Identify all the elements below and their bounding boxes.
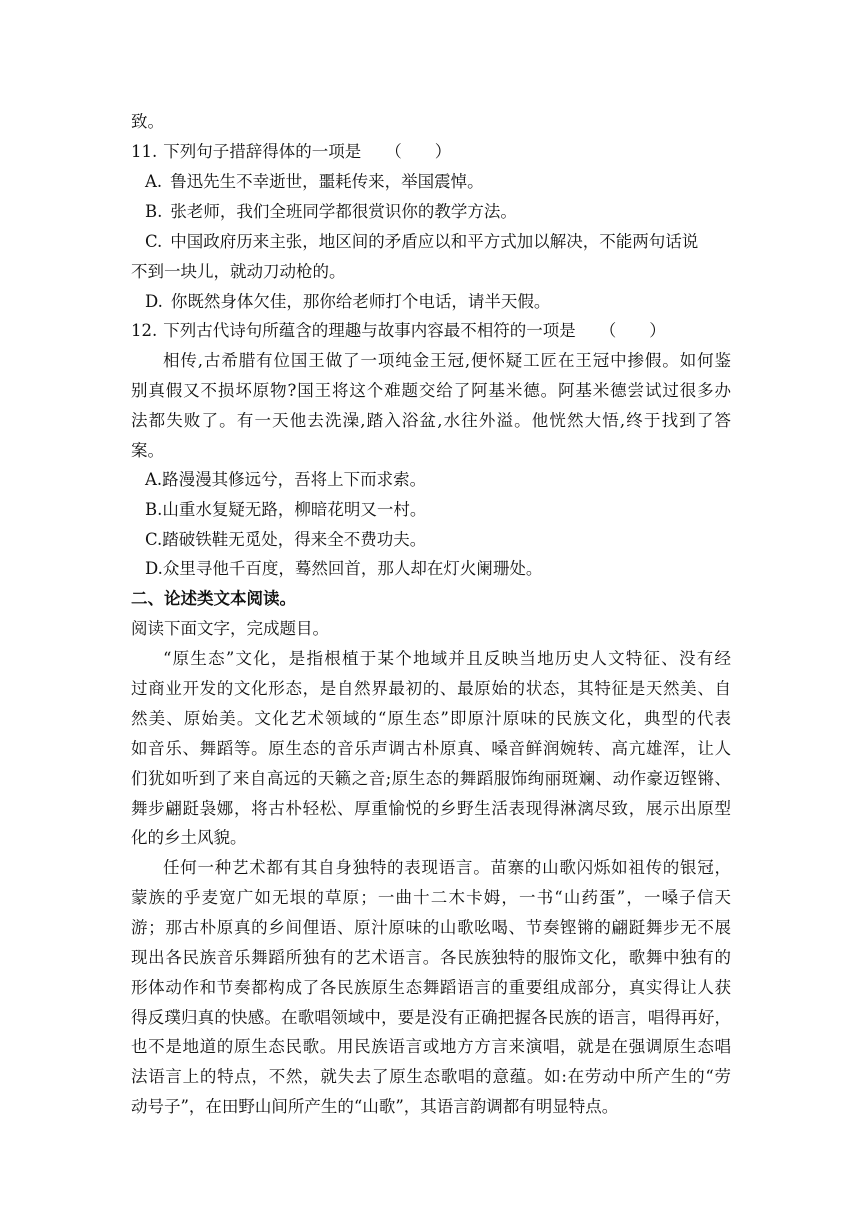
story-line: 别真假又不损坏原物?国王将这个难题交给了阿基米德。阿基米德尝试过很多办 [131,381,731,400]
paragraph-line: “原生态”文化，是指根植于某个地域并且反映当地历史人文特征、没有经 [163,649,731,668]
option-label: D. [145,559,163,578]
option-text: 众里寻他千百度，蓦然回首，那人却在灯火阑珊处。 [162,559,543,578]
option-label: B. [145,500,163,519]
paragraph-line: 游；那古朴原真的乡间俚语、原汁原味的山歌吆喝、节奏铿锵的翩跹舞步无不展 [131,918,731,937]
option-text: 山重水复疑无路，柳暗花明又一村。 [162,500,427,519]
paragraph-line: 任何一种艺术都有其自身独特的表现语言。苗寨的山歌闪烁如祖传的银冠， [163,858,731,877]
option-label: C. [145,232,163,251]
option-label: A. [145,470,163,489]
option-text: 你既然身体欠佳，那你给老师打个电话，请半天假。 [170,292,551,311]
story-line: 相传,古希腊有位国王做了一项纯金王冠,便怀疑工匠在王冠中掺假。如何鉴 [163,351,731,370]
question-11-stem [131,141,731,163]
paragraph-line: 化的乡土风貌。 [131,828,247,847]
section-heading: 二、论述类文本阅读。 [131,589,296,608]
section-instruction: 阅读下面文字，完成题目。 [131,619,329,638]
q11-option-b [145,201,745,223]
paragraph-line: 们犹如听到了来自高远的天籁之音;原生态的舞蹈服饰绚丽斑斓、动作豪迈铿锵、 [131,769,731,788]
paragraph-line: 过商业开发的文化形态，是自然界最初的、最原始的状态，其特征是天然美、自 [131,679,731,698]
question-12-stem [131,320,731,342]
paragraph-line: 如音乐、舞蹈等。原生态的音乐声调古朴原真、嗓音鲜润婉转、高亢雄浑，让人 [131,739,731,758]
q11-option-c [145,231,745,253]
paragraph-line: 然美、原始美。文化艺术领域的“原生态”即原汁原味的民族文化，典型的代表 [131,709,731,728]
option-label: D. [145,292,163,311]
option-text: 路漫漫其修远兮，吾将上下而求索。 [162,470,427,489]
option-label: A. [145,172,163,191]
paragraph-line: 形体动作和节奏都构成了各民族原生态舞蹈语言的重要组成部分，真实得让人获 [131,978,731,997]
option-text: 踏破铁鞋无觅处，得来全不费功夫。 [162,530,427,549]
paragraph-line: 也不是地道的原生态民歌。用民族语言或地方方言来演唱，就是在强调原生态唱 [131,1037,731,1056]
option-text: 中国政府历来主张，地区间的矛盾应以和平方式加以解决，不能两句话说 [170,232,699,251]
paragraph-line: 得反璞归真的快感。在歌唱领域中，要是没有正确把握各民族的语言，唱得再好， [131,1008,731,1027]
story-line: 案。 [131,441,164,460]
option-text: 鲁迅先生不幸逝世，噩耗传来，举国震悼。 [170,172,484,191]
intro-tail-text: 致。 [131,112,164,131]
q12-option-d [145,558,745,580]
answer-blank: （ ） [385,142,452,161]
question-text: 下列句子措辞得体的一项是 [163,142,362,161]
q11-option-c-continued: 不到一块儿，就动刀动枪的。 [131,262,346,281]
story-line: 法都失败了。有一天他去洗澡,踏入浴盆,水往外溢。他恍然大悟,终于找到了答 [131,411,731,430]
q11-option-d [145,291,745,313]
answer-blank: （ ） [599,321,666,340]
option-label: C. [145,530,163,549]
q12-option-b [145,499,745,521]
question-text: 下列古代诗句所蕴含的理趣与故事内容最不相符的一项是 [163,321,576,340]
option-text: 张老师，我们全班同学都很赏识你的教学方法。 [170,202,517,221]
q11-option-a [145,171,745,193]
paragraph-line: 法语言上的特点，不然，就失去了原生态歌唱的意蕴。如:在劳动中所产生的“劳 [131,1067,731,1086]
paragraph-line: 动号子”，在田野山间所产生的“山歌”，其语言韵调都有明显特点。 [131,1097,619,1116]
question-number: 11. [131,142,158,161]
paragraph-line: 蒙族的乎麦宽广如无垠的草原；一曲十二木卡姆，一书“山药蛋”，一嗓子信天 [131,888,731,907]
q12-option-a [145,469,745,491]
paragraph-line: 现出各民族音乐舞蹈所独有的艺术语言。各民族独特的服饰文化，歌舞中独有的 [131,948,731,967]
paragraph-line: 舞步翩跹袅娜，将古朴轻松、厚重愉悦的乡野生活表现得淋漓尽致，展示出原型 [131,799,731,818]
option-label: B. [145,202,163,221]
q12-option-c [145,529,745,551]
question-number: 12. [131,321,158,340]
